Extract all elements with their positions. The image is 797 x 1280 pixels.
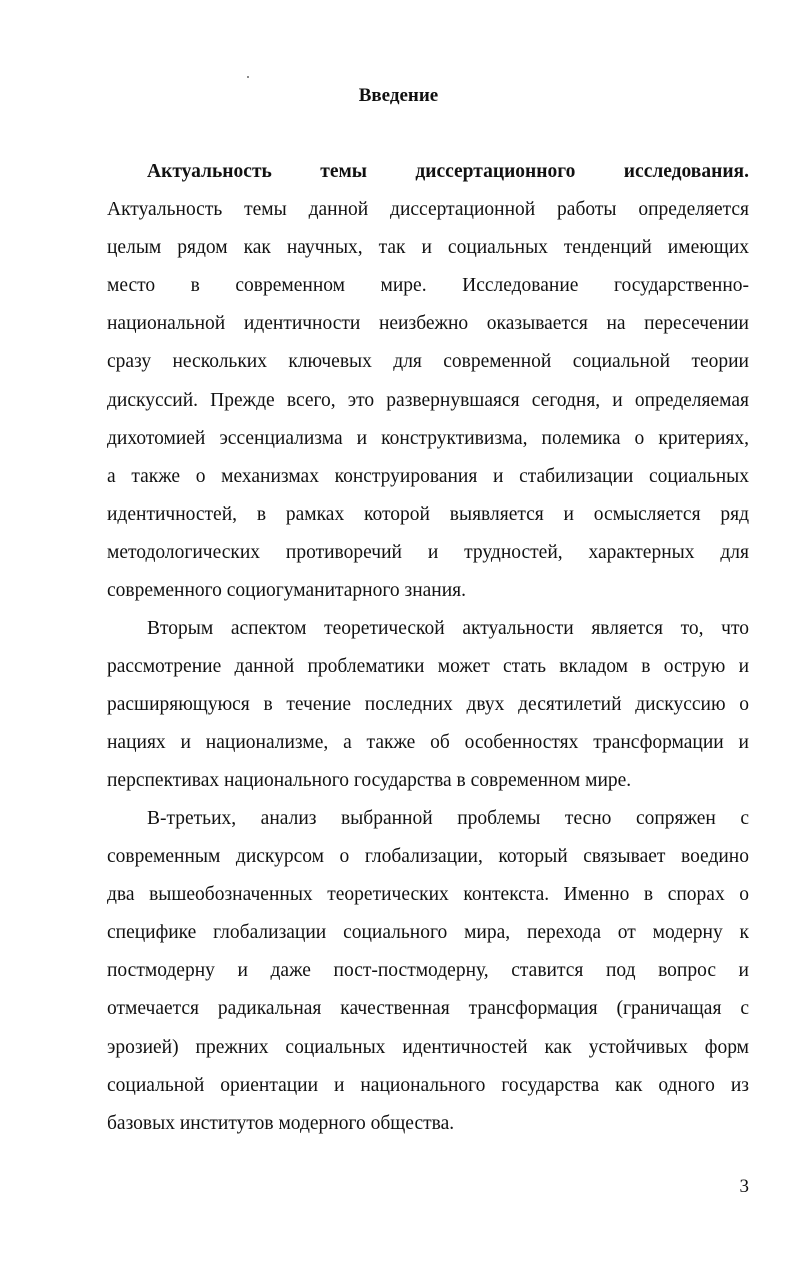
- paragraph-second-aspect: [107, 610, 749, 800]
- text-line: постмодерну и даже пост-постмодерну, ставится под вопрос и: [107, 960, 749, 982]
- text-line: расширяющуюся в течение последних двух десятилетий дискуссию о: [107, 694, 749, 716]
- section-heading: Введение: [358, 85, 439, 106]
- text-line: целым рядом как научных, так и социальных тенденций имеющих: [107, 237, 749, 259]
- text-line: В-третьих, анализ выбранной проблемы тесно сопряжен с: [147, 808, 749, 829]
- text-line: место в современном мире. Исследование государственно-: [107, 275, 749, 297]
- text-line: базовых институтов модерного общества.: [107, 1112, 455, 1134]
- text-line: перспективах национального государства в современном мире.: [107, 770, 632, 792]
- text-line: идентичностей, в рамках которой выявляется и осмысляется ряд: [107, 503, 749, 525]
- text-line: рассмотрение данной проблематики может стать вкладом в острую и: [107, 656, 749, 678]
- text-line: Актуальность темы диссертационного исследования.: [147, 161, 749, 182]
- page-number: 3: [739, 1176, 749, 1197]
- text-line: сразу нескольких ключевых для современной социальной теории: [107, 351, 749, 373]
- text-line: социальной ориентации и национального государства как одного из: [107, 1074, 749, 1096]
- text-line: отмечается радикальная качественная трансформация (граничащая с: [107, 998, 749, 1020]
- text-line: национальной идентичности неизбежно оказывается на пересечении: [107, 313, 749, 335]
- paragraph-third-aspect: [107, 800, 749, 1143]
- text-line: современного социогуманитарного знания.: [107, 580, 467, 602]
- text-line: Вторым аспектом теоретической актуальности является то, что: [147, 618, 749, 639]
- text-line: эрозией) прежних социальных идентичностей как устойчивых форм: [107, 1036, 749, 1058]
- text-line: методологических противоречий и трудностей, характерных для: [107, 541, 749, 563]
- text-line: а также о механизмах конструирования и стабилизации социальных: [107, 465, 749, 487]
- text-line: современным дискурсом о глобализации, который связывает воедино: [107, 846, 749, 868]
- text-line: нациях и национализме, а также об особенностях трансформации и: [107, 732, 749, 754]
- scan-speck: [247, 76, 249, 78]
- text-line: специфике глобализации социального мира, перехода от модерну к: [107, 922, 749, 944]
- text-line: дихотомией эссенциализма и конструктивизма, полемика о критериях,: [107, 427, 749, 449]
- text-line: два вышеобозначенных теоретических контекста. Именно в спорах о: [107, 884, 749, 906]
- paragraph-relevance: [107, 153, 749, 610]
- text-line: дискуссий. Прежде всего, это развернувшаяся сегодня, и определяемая: [107, 389, 749, 411]
- text-line: Актуальность темы данной диссертационной работы определяется: [107, 199, 749, 221]
